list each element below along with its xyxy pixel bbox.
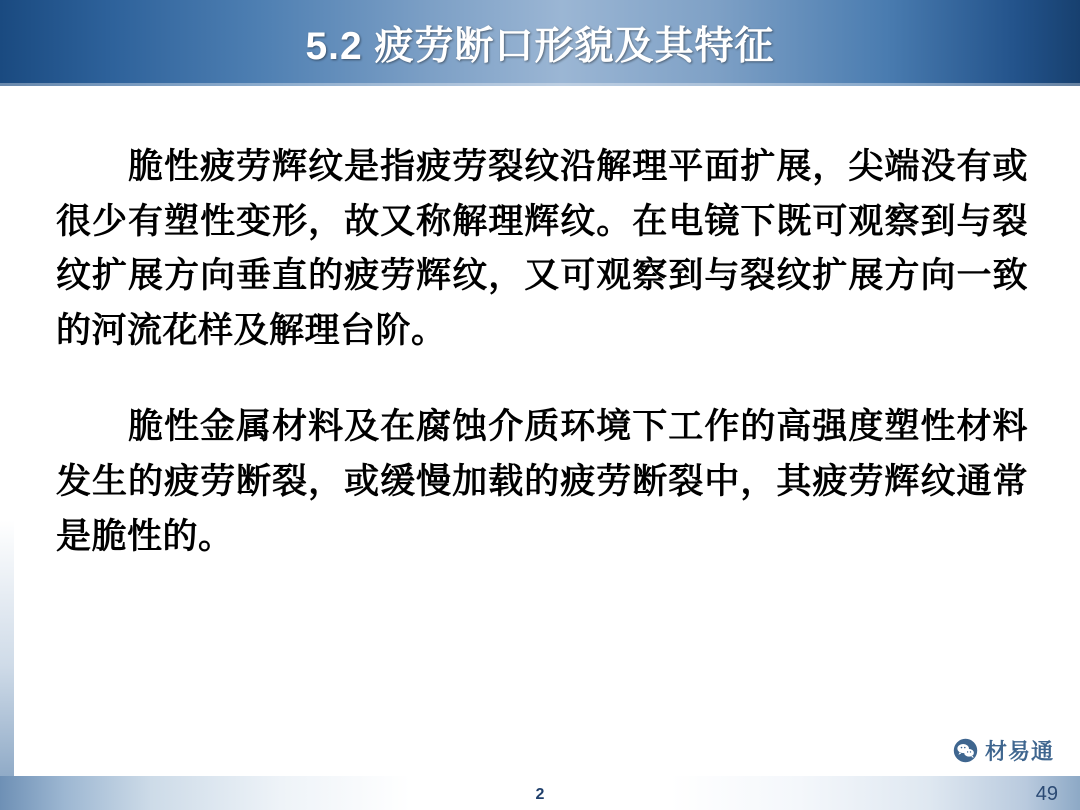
watermark-label: 材易通: [984, 739, 1054, 764]
paragraph-2: 脆性金属材料及在腐蚀介质环境下工作的高强度塑性材料发生的疲劳断裂，或缓慢加载的疲劳断裂中，其疲劳辉纹通常是脆性的。: [56, 407, 1028, 556]
left-edge-decoration: [0, 86, 14, 810]
watermark: [953, 735, 1054, 766]
wechat-icon: [953, 738, 978, 763]
paragraph-1: 脆性疲劳辉纹是指疲劳裂纹沿解理平面扩展，尖端没有或很少有塑性变形，故又称解理辉纹。在电镜下既可观察到与裂纹扩展方向垂直的疲劳辉纹，又可观察到与裂纹扩展方向一致的河流花样及解理台阶。: [56, 147, 1028, 350]
slide-title-bar: [0, 0, 1080, 86]
page-title: 5.2 疲劳断口形貌及其特征: [305, 25, 775, 68]
page-number-right: 49: [1035, 783, 1058, 805]
page-number-center: 2: [535, 786, 545, 803]
slide-body: [56, 140, 1028, 592]
